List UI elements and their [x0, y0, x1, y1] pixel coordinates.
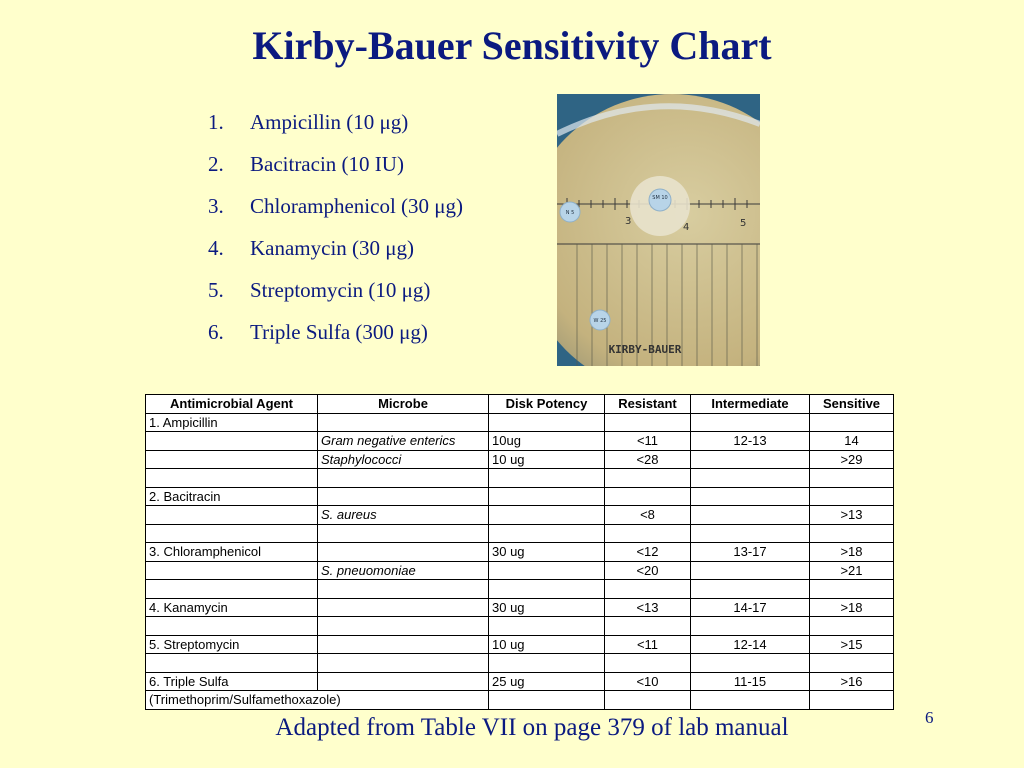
table-row: [146, 524, 894, 543]
table-cell: [318, 487, 489, 506]
table-cell: [691, 450, 810, 469]
table-cell: [146, 580, 318, 599]
list-label: Bacitracin (10 IU): [250, 152, 404, 176]
source-caption: Adapted from Table VII on page 379 of lab manual: [275, 714, 789, 741]
list-label: Chloramphenicol (30 μg): [250, 194, 464, 218]
ruler-label: 5: [740, 218, 747, 229]
table-cell: [489, 580, 605, 599]
disk-label: N 5: [565, 210, 575, 216]
table-cell: <11: [605, 432, 691, 451]
table-row: [146, 543, 894, 562]
column-header: Microbe: [318, 395, 489, 414]
table-cell: [146, 561, 318, 580]
table-cell: [146, 450, 318, 469]
sensitivity-table: [145, 394, 894, 710]
table-cell: >18: [810, 598, 894, 617]
table-cell: [691, 580, 810, 599]
table-cell: <20: [605, 561, 691, 580]
list-item: [208, 106, 463, 148]
table-row: [146, 506, 894, 525]
table-cell: <12: [605, 543, 691, 562]
table-cell: 4. Kanamycin: [146, 598, 318, 617]
table-cell: 10 ug: [489, 450, 605, 469]
slide-title: Kirby-Bauer Sensitivity Chart: [252, 23, 772, 68]
table-cell: [605, 580, 691, 599]
plate-label: KIRBY-BAUER: [608, 343, 682, 356]
table-cell: [691, 524, 810, 543]
table-cell: 30 ug: [489, 543, 605, 562]
table-cell: [318, 635, 489, 654]
column-header: Sensitive: [810, 395, 894, 414]
table-cell: [489, 617, 605, 636]
table-cell: <10: [605, 672, 691, 691]
antibiotic-list: [208, 106, 463, 358]
table-row: [146, 413, 894, 432]
table-cell: [489, 691, 605, 710]
table-row: [146, 598, 894, 617]
table-row: [146, 580, 894, 599]
table-cell: 6. Triple Sulfa: [146, 672, 318, 691]
table-cell: [146, 506, 318, 525]
column-header: Disk Potency: [489, 395, 605, 414]
list-number: 1.: [208, 110, 224, 134]
table-cell: [146, 469, 318, 488]
table-row: [146, 654, 894, 673]
table-cell: 14: [810, 432, 894, 451]
table-row: [146, 617, 894, 636]
table-cell: 30 ug: [489, 598, 605, 617]
table-cell: [489, 524, 605, 543]
table-cell: 5. Streptomycin: [146, 635, 318, 654]
table-cell: >29: [810, 450, 894, 469]
table-cell: [605, 469, 691, 488]
table-cell: [489, 487, 605, 506]
table-cell: 1. Ampicillin: [146, 413, 318, 432]
table-cell: [318, 672, 489, 691]
table-row: [146, 450, 894, 469]
table-cell: [691, 487, 810, 506]
list-item: [208, 274, 463, 316]
table-row: [146, 432, 894, 451]
table-cell: 12-14: [691, 635, 810, 654]
table-cell: [489, 561, 605, 580]
list-label: Ampicillin (10 μg): [250, 110, 409, 134]
table-cell: [605, 413, 691, 432]
table-cell: [318, 617, 489, 636]
list-label: Streptomycin (10 μg): [250, 278, 431, 302]
list-number: 2.: [208, 152, 224, 176]
table-cell: [691, 617, 810, 636]
table-cell: <11: [605, 635, 691, 654]
table-cell: [605, 617, 691, 636]
table-cell: [691, 561, 810, 580]
table-cell: [318, 413, 489, 432]
table-cell: [810, 654, 894, 673]
table-cell: [489, 506, 605, 525]
table-cell: [146, 524, 318, 543]
table-cell: >21: [810, 561, 894, 580]
table-row: [146, 561, 894, 580]
table-row: [146, 469, 894, 488]
list-number: 5.: [208, 278, 224, 302]
table-cell: [605, 654, 691, 673]
list-item: [208, 316, 463, 358]
table-cell: [318, 654, 489, 673]
table-cell: (Trimethoprim/Sulfamethoxazole): [146, 691, 489, 710]
list-item: [208, 148, 463, 190]
table-cell: [146, 617, 318, 636]
table-cell: [605, 524, 691, 543]
table-cell: [691, 654, 810, 673]
column-header: Resistant: [605, 395, 691, 414]
table-body: [146, 413, 894, 709]
table-cell: >16: [810, 672, 894, 691]
table-cell: [318, 524, 489, 543]
column-header: Intermediate: [691, 395, 810, 414]
table-cell: [318, 580, 489, 599]
list-label: Kanamycin (30 μg): [250, 236, 415, 260]
table-cell: 10ug: [489, 432, 605, 451]
table-cell: [318, 543, 489, 562]
table-cell: [605, 487, 691, 506]
table-cell: 3. Chloramphenicol: [146, 543, 318, 562]
table-cell: [810, 413, 894, 432]
kirby-bauer-plate-photo: [557, 94, 760, 366]
table-cell: [489, 469, 605, 488]
table-row: [146, 635, 894, 654]
table-cell: [810, 524, 894, 543]
table-cell: [810, 617, 894, 636]
table-cell: <8: [605, 506, 691, 525]
table-cell: Gram negative enterics: [318, 432, 489, 451]
table-cell: 10 ug: [489, 635, 605, 654]
table-cell: [691, 469, 810, 488]
table-cell: 14-17: [691, 598, 810, 617]
table-cell: >13: [810, 506, 894, 525]
table-cell: S. aureus: [318, 506, 489, 525]
table-cell: 11-15: [691, 672, 810, 691]
table-cell: <28: [605, 450, 691, 469]
list-number: 4.: [208, 236, 224, 260]
table-cell: [691, 691, 810, 710]
table-cell: [318, 598, 489, 617]
table-cell: [146, 654, 318, 673]
table-cell: [489, 413, 605, 432]
table-cell: [810, 469, 894, 488]
table-row: [146, 487, 894, 506]
table-row: [146, 691, 894, 710]
table-cell: 12-13: [691, 432, 810, 451]
ruler-label: 4: [683, 222, 690, 233]
table-header-row: [146, 395, 894, 414]
disk-label: W 25: [593, 318, 607, 324]
list-number: 6.: [208, 320, 224, 344]
table-cell: S. pneuomoniae: [318, 561, 489, 580]
table-cell: >18: [810, 543, 894, 562]
table-cell: [810, 580, 894, 599]
table-cell: Staphylococci: [318, 450, 489, 469]
table-cell: [810, 487, 894, 506]
table-row: [146, 672, 894, 691]
table-cell: [691, 413, 810, 432]
petri-dish-illustration: [557, 94, 760, 366]
table-cell: [691, 506, 810, 525]
page-number: 6: [925, 708, 934, 727]
disk-label: SM 10: [652, 195, 668, 201]
table-cell: 2. Bacitracin: [146, 487, 318, 506]
table-cell: >15: [810, 635, 894, 654]
table-cell: [318, 469, 489, 488]
ruler-label: 3: [625, 216, 632, 227]
table-cell: 25 ug: [489, 672, 605, 691]
table-cell: <13: [605, 598, 691, 617]
table-cell: [489, 654, 605, 673]
table-cell: [605, 691, 691, 710]
table-cell: 13-17: [691, 543, 810, 562]
list-number: 3.: [208, 194, 224, 218]
list-item: [208, 232, 463, 274]
list-label: Triple Sulfa (300 μg): [250, 320, 428, 344]
table-cell: [146, 432, 318, 451]
table-cell: [810, 691, 894, 710]
column-header: Antimicrobial Agent: [146, 395, 318, 414]
list-item: [208, 190, 463, 232]
